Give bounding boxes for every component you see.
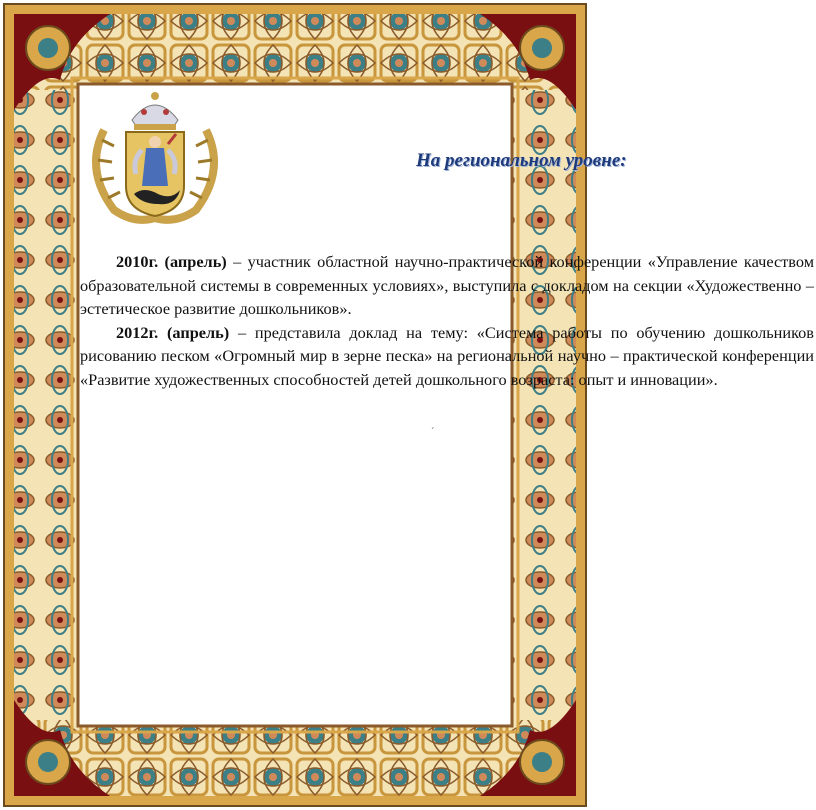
body-text [80,250,814,392]
paragraph-date: 2010г. (апрель) [116,252,227,271]
stray-mark: ˊ [431,427,435,438]
paragraph-2012 [80,321,814,392]
section-heading: На региональном уровне: [416,150,627,171]
paragraph-text: – участник областной научно-практической конференции «Управление качеством образовательной системы в современных условиях», выступила с докладом на секции «Художественно – эстетическое развитие дошкольников». [80,252,815,319]
paragraph-2010 [80,250,814,321]
paragraph-text: – представила доклад на тему: «Система работы по обучению дошкольников рисованию песком «Огромный мир в зерне песка» на региональной научно – практической конференции «Развитие художественных способностей детей дошкольного возраста: опыт и инновации». [80,322,814,389]
paragraph-date: 2012г. (апрель) [116,322,230,342]
coat-of-arms-icon [84,90,226,226]
